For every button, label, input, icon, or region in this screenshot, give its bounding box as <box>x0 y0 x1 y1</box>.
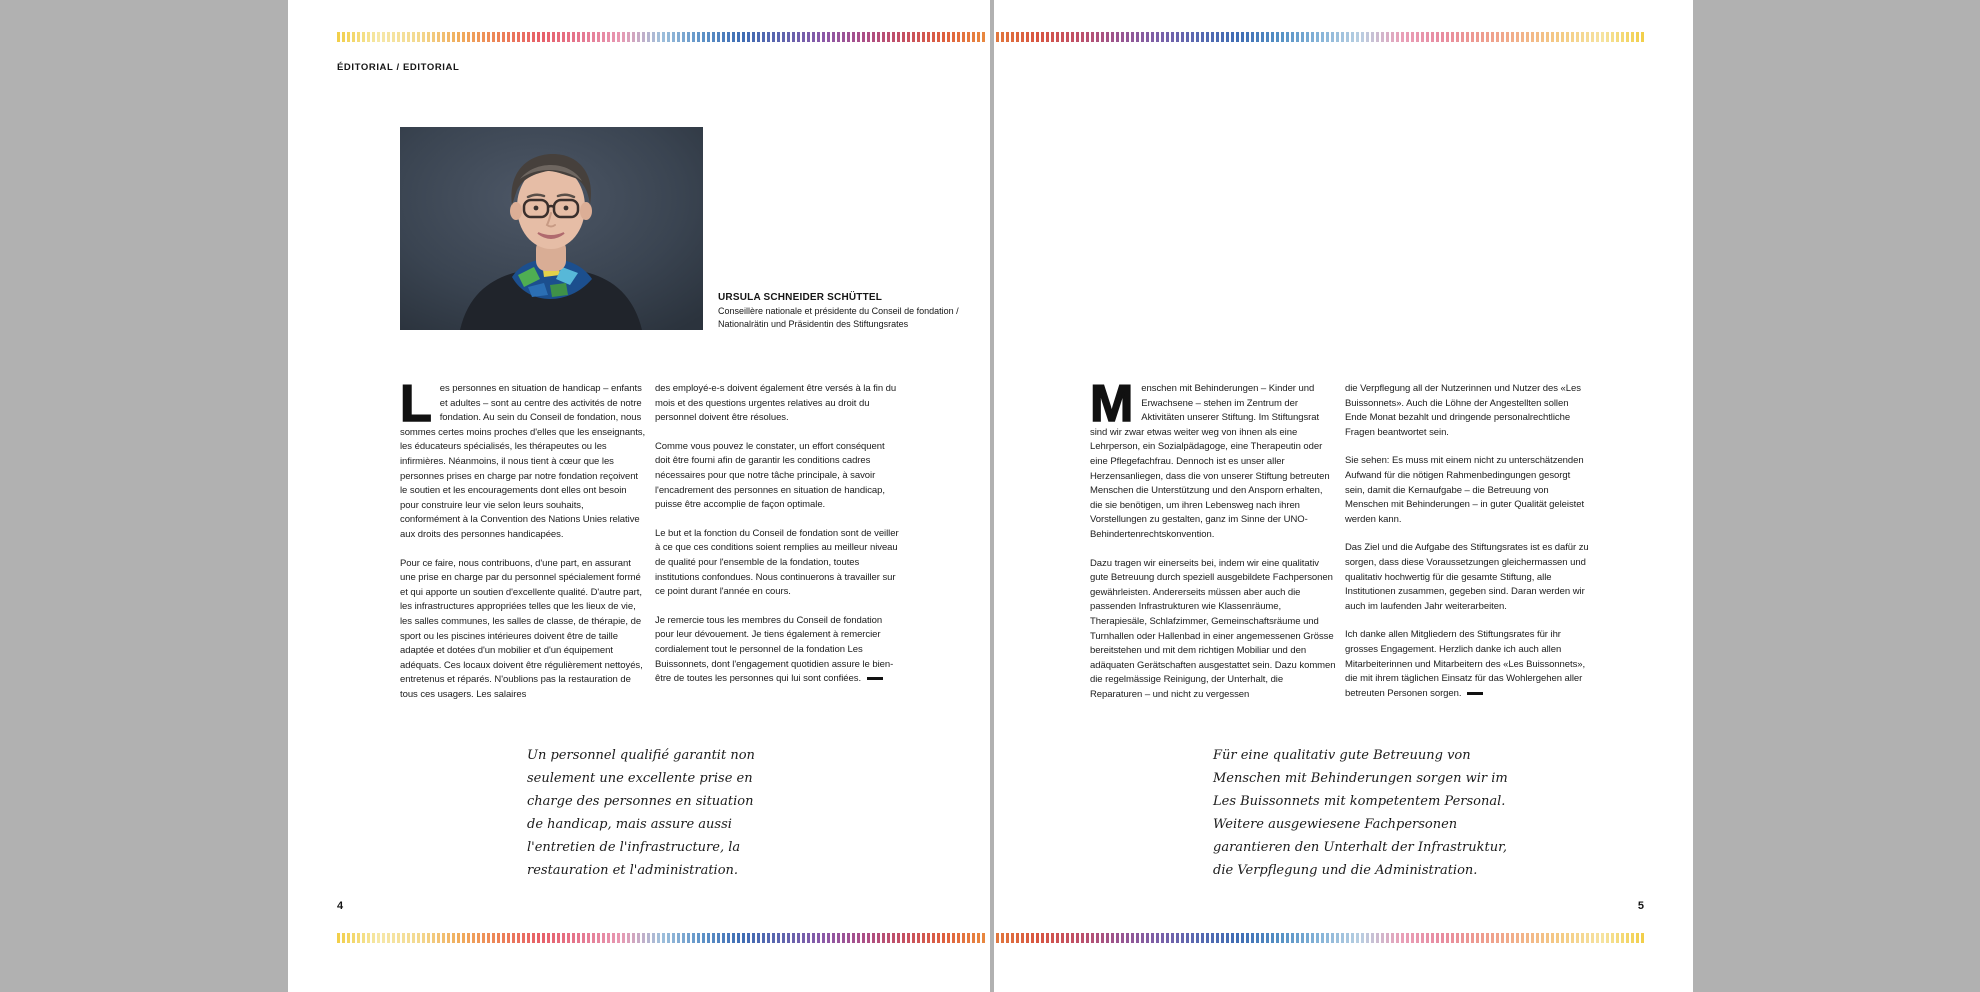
paragraph: Les personnes en situation de handicap – enfants et adultes – sont au centre des activités de notre fondation. Au sein du Conseil de fondation, nous sommes certes moins proches d'elles que les enseignants, les éducateurs spécialisés, les thérapeutes ou les infirmières. Néanmoins, il nous tient à cœur que les personnes prises en charge par notre fondation reçoivent le soutien et les encouragements dont elles ont besoin pour construire leur vie selon leurs souhaits, conformément à la Convention des Nations Unies relative aux droits des personnes handicapées. <box>400 375 646 540</box>
article-column-1-fr <box>400 375 646 702</box>
page-left <box>288 0 990 992</box>
paragraph: die Verpflegung all der Nutzerinnen und Nutzer des «Les Buissonnets». Auch die Löhne der Angestellten sollen Ende Monat bezahlt und dringende personalrechtliche Fragen beantwortet sein. <box>1345 383 1581 438</box>
photo-caption <box>718 292 988 330</box>
page-right <box>994 0 1693 992</box>
end-of-article-mark <box>1467 692 1483 695</box>
paragraph: Comme vous pouvez le constater, un effort conséquent doit être fourni afin de garantir les conditions cadres nécessaires pour que notre tâche principale, à savoir l'encadrement des personnes en situation de handicap, puisse être accomplie de façon optimale. <box>655 440 885 511</box>
paragraph: Menschen mit Behinderungen – Kinder und Erwachsene – stehen im Zentrum der Aktivitäten unserer Stiftung. Im Stiftungsrat sind wir zwar etwas weiter weg von ihnen als eine Lehrperson, ein Sozialpädagoge, eine Therapeutin oder eine Pflegefachfrau. Dennoch ist es unser aller Herzensanliegen, dass die von unserer Stiftung betreuten Menschen die Unterstützung und den Ansporn erhalten, die sie benötigen, um ihren Lebensweg nach ihren Vorstellungen zu gestalten, ganz im Sinne der UNO-Behindertenrechtskonvention. <box>1090 375 1330 540</box>
paragraph: Das Ziel und die Aufgabe des Stiftungsrates ist es dafür zu sorgen, dass diese Voraussetzungen gleichermassen und qualitativ hochwertig für die gesamte Stiftung, alle Institutionen zusammen, gegeben sind. Daran werden wir auch im laufenden Jahr weiterarbeiten. <box>1345 542 1589 612</box>
paragraph: Dazu tragen wir einerseits bei, indem wir eine qualitativ gute Betreuung durch speziell ausgebildete Fachpersonen gewährleisten. Andererseits müssen aber auch die passenden Infrastrukturen wie Klassenräume, Therapiesäle, Schlafzimmer, Gemeinschaftsräume und Turnhallen oder Hallenbad in einer angemessenen Grösse bereitstehen und mit dem richtigen Mobiliar und den adäquaten Gerätschaften ausgestattet sein. Dazu kommen die regelmässige Reinigung, der Unterhalt, die Reparaturen – und nicht zu vergessen <box>1090 557 1336 700</box>
paragraph: Ich danke allen Mitgliedern des Stiftungsrates für ihr grosses Engagement. Herzlich danke ich auch allen Mitarbeiterinnen und Mitarbeitern des «Les Buissonnets», die mit ihrem täglichen Einsatz für das Wohlergehen aller betreuten Personen sorgen. <box>1345 629 1586 699</box>
section-label: ÉDITORIAL / EDITORIAL <box>337 62 460 73</box>
paragraph: Le but et la fonction du Conseil de fondation sont de veiller à ce que ces conditions soient remplies au meilleur niveau de qualité pour l'ensemble de la fondation, toutes institutions confondues. Nous continuerons à travailler sur ce point durant l'année en cours. <box>655 527 899 598</box>
paragraph: Je remercie tous les membres du Conseil de fondation pour leur dévouement. Je tiens également à remercier cordialement tout le personnel de la fondation Les Buissonnets, dont l'engagement quotidien assure le bien-être de toutes les personnes qui lui sont confiées. <box>655 614 894 685</box>
portrait-photo <box>400 127 703 330</box>
page-number-right: 5 <box>1637 900 1644 912</box>
article-column-2-fr <box>655 382 901 687</box>
caption-name: URSULA SCHNEIDER SCHÜTTEL <box>718 292 883 303</box>
caption-role-fr: Conseillère nationale et présidente du Conseil de fondation / <box>718 306 959 316</box>
accent-stripe-bottom-right <box>996 933 1644 943</box>
caption-role-de: Nationalrätin und Präsidentin des Stiftungsrates <box>718 318 909 329</box>
pull-quote-fr: Un personnel qualifié garantit non seulement une excellente prise en charge des personnes en situation de handicap, mais assure aussi l'entretien de l'infrastructure, la restauration et l'administration. <box>527 748 755 878</box>
paragraph: Sie sehen: Es muss mit einem nicht zu unterschätzenden Aufwand für die nötigen Rahmenbedingungen gesorgt sein, damit die Kernaufgabe – die Betreuung von Menschen mit Behinderungen – in guter Qualität geleistet werden kann. <box>1345 455 1585 525</box>
paragraph: Pour ce faire, nous contribuons, d'une part, en assurant une prise en charge par du personnel spécialement formé et qui apporte un soutien d'excellente qualité. D'autre part, les infrastructures appropriées telles que les lieux de vie, les salles communes, les salles de classe, de thérapie, de sport ou les piscines intérieures doivent être de taille adaptée et dotées d'un mobilier et d'un équipement adéquats. Ces locaux doivent être régulièrement nettoyés, entretenus et réparés. N'oublions pas la restauration de tous ces usagers. Les salaires <box>400 557 643 700</box>
drop-cap: L <box>400 375 432 433</box>
paragraph: des employé-e-s doivent également être versés à la fin du mois et des questions urgentes relatives au droit du personnel doivent être résolues. <box>655 383 897 424</box>
accent-stripe-top-right <box>996 32 1644 42</box>
accent-stripe-bottom-left <box>337 933 985 943</box>
article-column-2-de <box>1345 382 1591 701</box>
pull-quote-de: Für eine qualitativ gute Betreuung von Menschen mit Behinderungen sorgen wir im Les Buissonnets mit kompetentem Personal. Weitere ausgewiesene Fachpersonen garantieren den Unterhalt der Infrastruktur, die Verpflegung und die Administration. <box>1213 748 1508 878</box>
accent-stripe-top-left <box>337 32 985 42</box>
page-number-left: 4 <box>337 900 344 912</box>
article-column-1-de <box>1090 375 1336 702</box>
end-of-article-mark <box>867 677 883 680</box>
drop-cap: M <box>1090 375 1134 433</box>
